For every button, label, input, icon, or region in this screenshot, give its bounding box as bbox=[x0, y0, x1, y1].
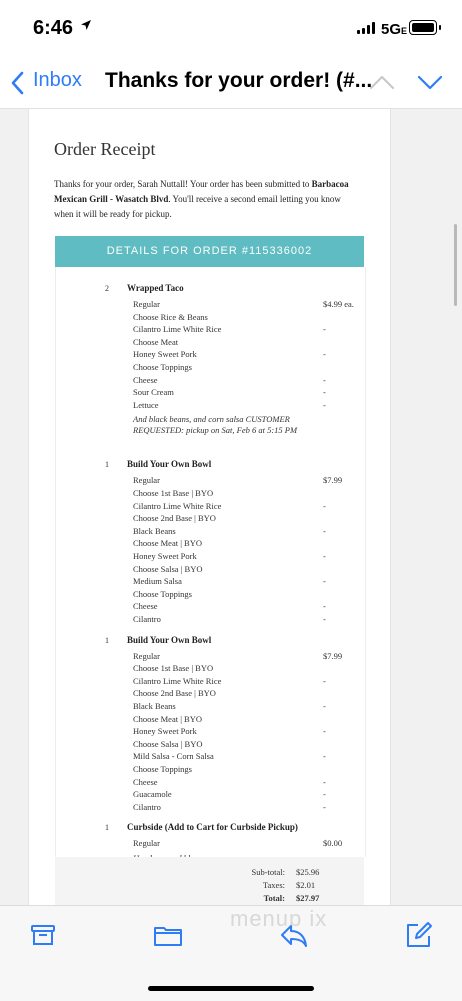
item-option: Black Beans bbox=[133, 701, 176, 711]
item-option: Guacamole bbox=[133, 789, 172, 800]
option-price-dash: - bbox=[323, 726, 326, 737]
item-option: Medium Salsa bbox=[133, 576, 182, 587]
order-totals bbox=[55, 857, 364, 905]
next-message-icon[interactable] bbox=[416, 72, 444, 92]
intro-text: Thanks for your order, Sarah Nuttall! Your order has been submitted to Barbacoa Mexican Grill - Wasatch Blvd. You'll receive a second email letting you know when it will be ready for pickup. bbox=[54, 179, 349, 219]
option-price-dash: - bbox=[323, 324, 326, 335]
back-to-inbox-link[interactable]: Inbox bbox=[33, 69, 82, 91]
item-price: $7.99 bbox=[323, 650, 343, 661]
item-option: Choose 2nd Base | BYO bbox=[133, 513, 216, 524]
option-price-dash: - bbox=[323, 776, 326, 787]
order-details-banner: DETAILS FOR ORDER #115336002 bbox=[55, 236, 364, 267]
item-option: Cilantro bbox=[133, 801, 161, 812]
option-price-dash: - bbox=[323, 614, 326, 624]
item-size: Regular bbox=[133, 299, 160, 309]
option-price-dash: - bbox=[323, 601, 326, 612]
reply-icon[interactable] bbox=[279, 920, 309, 950]
option-price-dash: - bbox=[323, 525, 326, 536]
item-option: Cilantro Lime White Rice bbox=[133, 500, 222, 511]
item-option: Cilantro Lime White Rice bbox=[133, 324, 222, 335]
item-option: Black Beans bbox=[133, 525, 176, 536]
option-price-dash: - bbox=[323, 751, 326, 762]
archive-icon[interactable] bbox=[28, 920, 58, 950]
option-price-dash: - bbox=[323, 387, 326, 398]
mail-toolbar bbox=[0, 905, 462, 1001]
item-quantity: 1 bbox=[105, 823, 109, 833]
network-label: 5GE bbox=[381, 21, 408, 38]
item-option: Choose 1st Base | BYO bbox=[133, 488, 214, 498]
home-indicator bbox=[148, 986, 314, 991]
item-option: Choose Rice & Beans bbox=[133, 311, 208, 322]
option-price-dash: - bbox=[323, 500, 326, 511]
watermark: menup ix bbox=[230, 906, 328, 931]
item-option: Choose Toppings bbox=[133, 764, 192, 774]
option-price-dash: - bbox=[323, 675, 326, 686]
taxes-label: Taxes: bbox=[262, 880, 285, 890]
item-price: $4.99 ea. bbox=[323, 299, 354, 309]
item-note: And black beans, and corn salsa CUSTOMER REQUESTED: pickup on Sat, Feb 6 at 5:15 PM bbox=[133, 414, 298, 436]
clock: 6:46 bbox=[33, 17, 74, 39]
option-price-dash: - bbox=[323, 701, 326, 711]
option-price-dash: - bbox=[323, 801, 326, 812]
item-quantity: 1 bbox=[105, 460, 109, 470]
option-price-dash: - bbox=[323, 789, 326, 800]
taxes-value: $2.01 bbox=[296, 880, 316, 890]
item-name: Wrapped Taco bbox=[127, 283, 184, 293]
option-price-dash: - bbox=[323, 551, 326, 561]
item-option: Cilantro bbox=[133, 614, 161, 624]
item-price: $7.99 bbox=[323, 475, 343, 486]
item-option: Cheese bbox=[133, 601, 158, 612]
item-quantity: 1 bbox=[105, 635, 109, 645]
subtotal-label: Sub-total: bbox=[251, 867, 285, 877]
item-size: Regular bbox=[133, 650, 160, 661]
compose-icon[interactable] bbox=[404, 920, 434, 950]
subtotal-value: $25.96 bbox=[296, 867, 320, 877]
item-size: Regular bbox=[133, 475, 160, 486]
option-price-dash: - bbox=[323, 576, 326, 587]
status-bar bbox=[0, 0, 462, 58]
option-price-dash: - bbox=[323, 349, 326, 360]
item-option: Cilantro Lime White Rice bbox=[133, 675, 222, 686]
scrollbar[interactable] bbox=[454, 224, 457, 306]
folder-icon[interactable] bbox=[153, 920, 183, 950]
battery-icon bbox=[409, 20, 437, 35]
option-price-dash: - bbox=[323, 374, 326, 385]
item-option: Choose Salsa | BYO bbox=[133, 738, 203, 749]
receipt-card bbox=[28, 109, 391, 905]
mail-nav-bar bbox=[0, 58, 462, 109]
item-option: Choose Toppings bbox=[133, 588, 192, 599]
item-option: Sour Cream bbox=[133, 387, 174, 398]
item-option: Cheese bbox=[133, 776, 158, 787]
item-name: Build Your Own Bowl bbox=[127, 634, 212, 645]
item-option: Choose 2nd Base | BYO bbox=[133, 688, 216, 699]
item-option: Lettuce bbox=[133, 399, 159, 410]
location-icon bbox=[80, 19, 92, 31]
item-option: Choose Meat | BYO bbox=[133, 713, 202, 724]
item-option: Choose Meat | BYO bbox=[133, 538, 202, 549]
item-name: Build Your Own Bowl bbox=[127, 459, 212, 470]
previous-message-icon[interactable] bbox=[368, 72, 396, 92]
item-option: Mild Salsa - Corn Salsa bbox=[133, 751, 214, 762]
order-items bbox=[55, 267, 366, 857]
item-option: Honey Sweet Pork bbox=[133, 551, 197, 561]
item-price: $0.00 bbox=[323, 838, 343, 849]
item-option: Honey Sweet Pork bbox=[133, 726, 197, 737]
restaurant-name: Barbacoa Mexican Grill - Wasatch Blvd bbox=[54, 179, 349, 204]
item-option: Choose 1st Base | BYO bbox=[133, 663, 214, 674]
option-price-dash: - bbox=[323, 399, 326, 410]
total-value: $27.97 bbox=[296, 893, 320, 903]
item-quantity: 2 bbox=[105, 284, 109, 293]
email-body[interactable] bbox=[0, 109, 462, 905]
item-option: Choose Toppings bbox=[133, 362, 192, 372]
item-name: Curbside (Add to Cart for Curbside Pickup) bbox=[127, 822, 298, 833]
item-option: Choose Meat bbox=[133, 336, 179, 347]
total-label: Total: bbox=[263, 893, 285, 903]
receipt-heading: Order Receipt bbox=[54, 139, 156, 159]
item-size: Regular bbox=[133, 838, 160, 849]
email-subject: Thanks for your order! (#... bbox=[105, 69, 373, 92]
item-option: Honey Sweet Pork bbox=[133, 349, 197, 360]
item-option: Cheese bbox=[133, 374, 158, 385]
item-option: Choose Salsa | BYO bbox=[133, 563, 203, 574]
back-chevron-icon[interactable] bbox=[8, 70, 28, 96]
